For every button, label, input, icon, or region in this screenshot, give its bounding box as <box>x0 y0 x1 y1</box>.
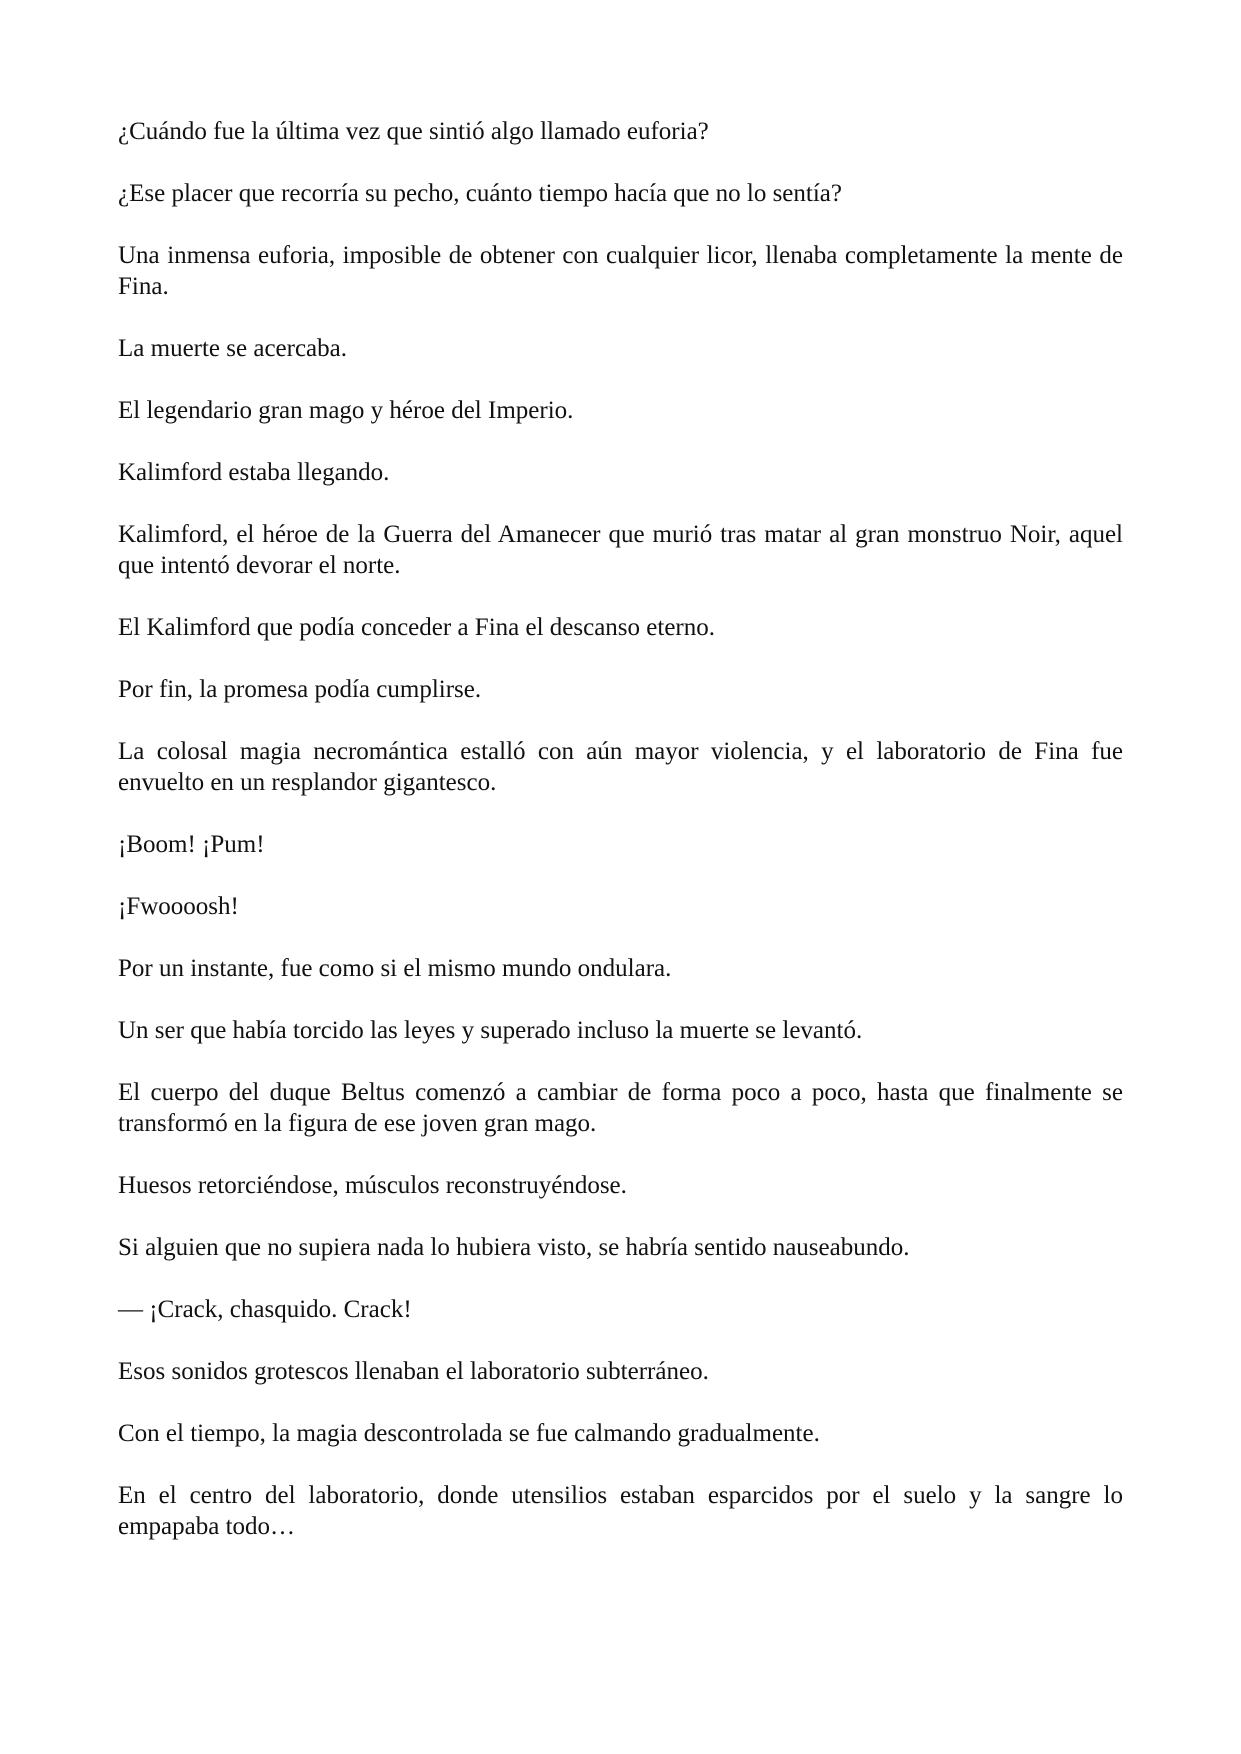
paragraph-17: Si alguien que no supiera nada lo hubiera visto, se habría sentido nauseabundo. <box>118 1234 910 1261</box>
paragraph-1: ¿Cuándo fue la última vez que sintió algo llamado euforia? <box>118 118 709 145</box>
paragraph-6: Kalimford estaba llegando. <box>118 459 390 486</box>
paragraph-16: Huesos retorciéndose, músculos reconstruyéndose. <box>118 1172 627 1199</box>
paragraph-2: ¿Ese placer que recorría su pecho, cuánto tiempo hacía que no lo sentía? <box>118 180 842 207</box>
paragraph-19: Esos sonidos grotescos llenaban el laboratorio subterráneo. <box>118 1358 709 1385</box>
paragraph-18: — ¡Crack, chasquido. Crack! <box>118 1296 412 1323</box>
paragraph-20: Con el tiempo, la magia descontrolada se fue calmando gradualmente. <box>118 1420 820 1447</box>
paragraph-12: ¡Fwoooosh! <box>118 893 239 920</box>
paragraph-21: En el centro del laboratorio, donde utensilios estaban esparcidos por el suelo y la sangre lo empapaba todo… <box>118 1482 1123 1540</box>
paragraph-9: Por fin, la promesa podía cumplirse. <box>118 676 482 703</box>
paragraph-11: ¡Boom! ¡Pum! <box>118 831 265 858</box>
paragraph-13: Por un instante, fue como si el mismo mundo ondulara. <box>118 955 672 982</box>
paragraph-7: Kalimford, el héroe de la Guerra del Amanecer que murió tras matar al gran monstruo Noir, aquel que intentó devorar el norte. <box>118 521 1123 579</box>
document-body <box>118 116 1123 1573</box>
paragraph-8: El Kalimford que podía conceder a Fina el descanso eterno. <box>118 614 715 641</box>
paragraph-3: Una inmensa euforia, imposible de obtener con cualquier licor, llenaba completamente la mente de Fina. <box>118 242 1123 300</box>
paragraph-5: El legendario gran mago y héroe del Imperio. <box>118 397 574 424</box>
paragraph-4: La muerte se acercaba. <box>118 335 348 362</box>
paragraph-15: El cuerpo del duque Beltus comenzó a cambiar de forma poco a poco, hasta que finalmente se transformó en la figura de ese joven gran mago. <box>118 1079 1123 1137</box>
paragraph-10: La colosal magia necromántica estalló con aún mayor violencia, y el laboratorio de Fina fue envuelto en un resplandor gigantesco. <box>118 738 1123 796</box>
paragraph-14: Un ser que había torcido las leyes y superado incluso la muerte se levantó. <box>118 1017 863 1044</box>
